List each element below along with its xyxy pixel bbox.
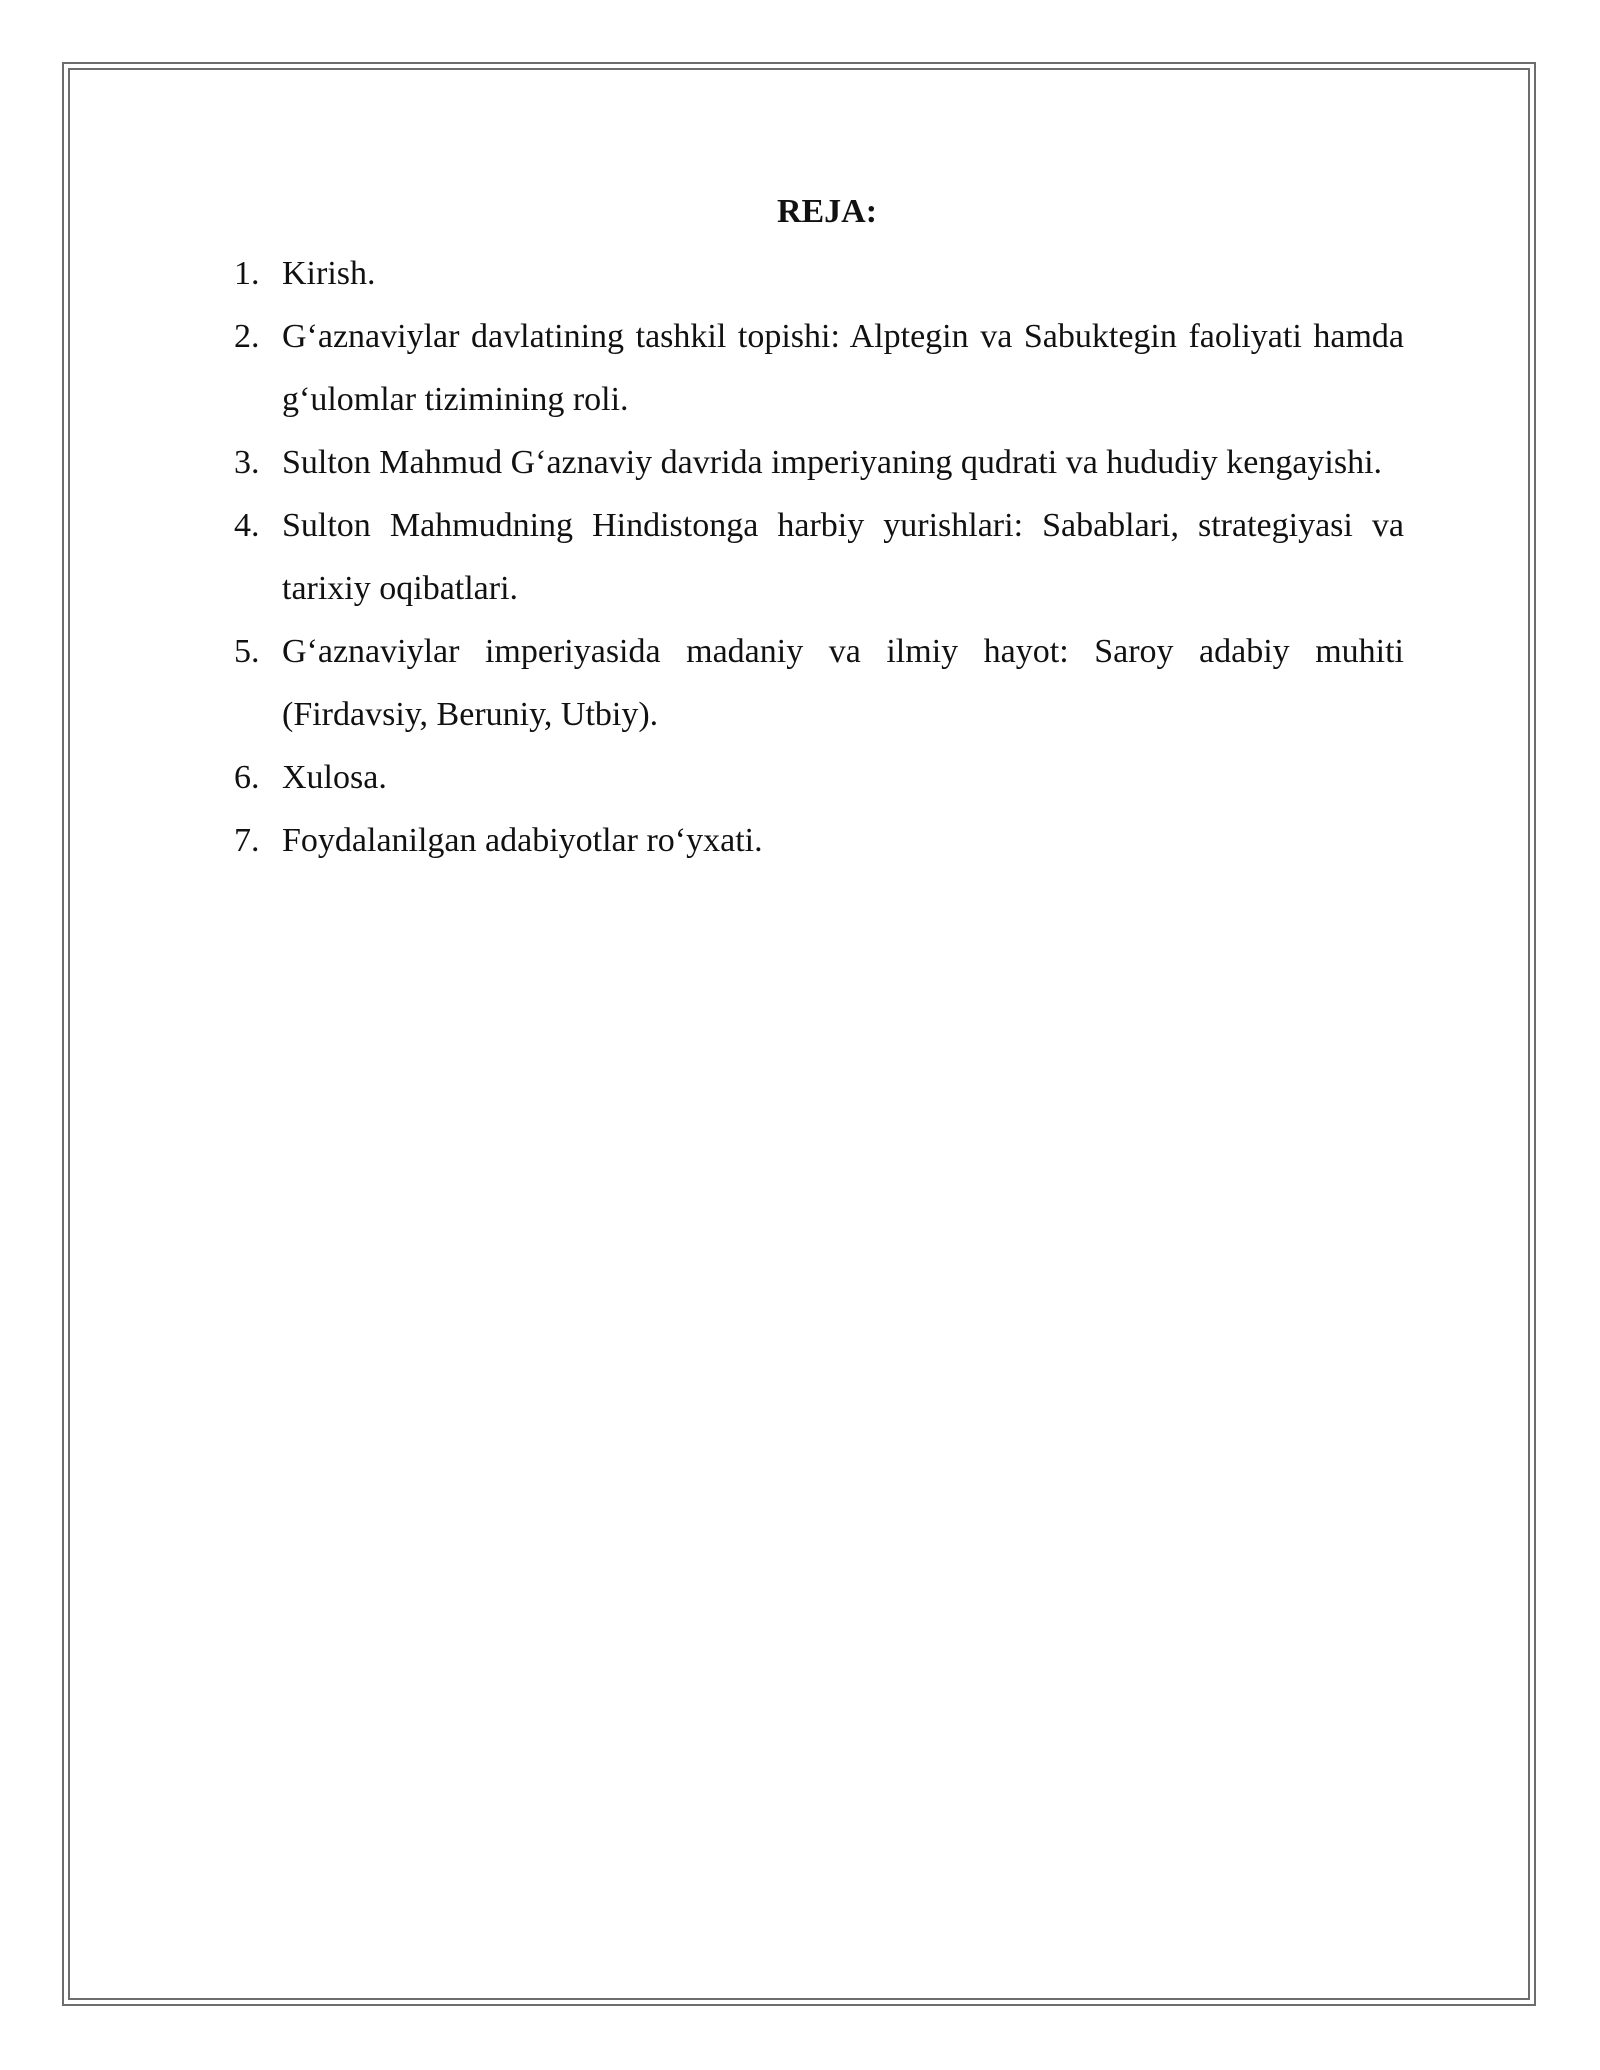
list-item xyxy=(234,431,1404,494)
list-item-text: Foydalanilgan adabiyotlar ro‘yxati. xyxy=(282,822,763,859)
list-item xyxy=(234,809,1404,872)
list-item xyxy=(234,494,1404,620)
plan-list xyxy=(234,242,1404,872)
list-item-number: 2. xyxy=(234,318,260,355)
list-item-number: 7. xyxy=(234,822,260,859)
list-item xyxy=(234,305,1404,431)
list-item xyxy=(234,746,1404,809)
list-item-number: 4. xyxy=(234,507,260,544)
list-item xyxy=(234,242,1404,305)
list-item-number: 3. xyxy=(234,444,260,481)
list-item-text: G‘aznaviylar davlatining tashkil topishi: Alptegin va Sabuktegin faoliyati hamda g‘ulomlar tizimining roli. xyxy=(282,318,1404,418)
list-item-number: 6. xyxy=(234,759,260,796)
list-item xyxy=(234,620,1404,746)
list-item-text: Kirish. xyxy=(282,255,376,292)
list-item-text: Sulton Mahmudning Hindistonga harbiy yurishlari: Sabablari, strategiyasi va tarixiy oqibatlari. xyxy=(282,507,1404,607)
list-item-number: 5. xyxy=(234,633,260,670)
page-title: REJA: xyxy=(776,193,878,230)
list-item-text: Xulosa. xyxy=(282,759,387,796)
list-item-text: G‘aznaviylar imperiyasida madaniy va ilmiy hayot: Saroy adabiy muhiti (Firdavsiy, Beruniy, Utbiy). xyxy=(282,633,1404,733)
list-item-number: 1. xyxy=(234,255,260,292)
list-item-text: Sulton Mahmud G‘aznaviy davrida imperiyaning qudrati va hududiy kengayishi. xyxy=(282,444,1383,481)
document-content xyxy=(234,182,1404,872)
